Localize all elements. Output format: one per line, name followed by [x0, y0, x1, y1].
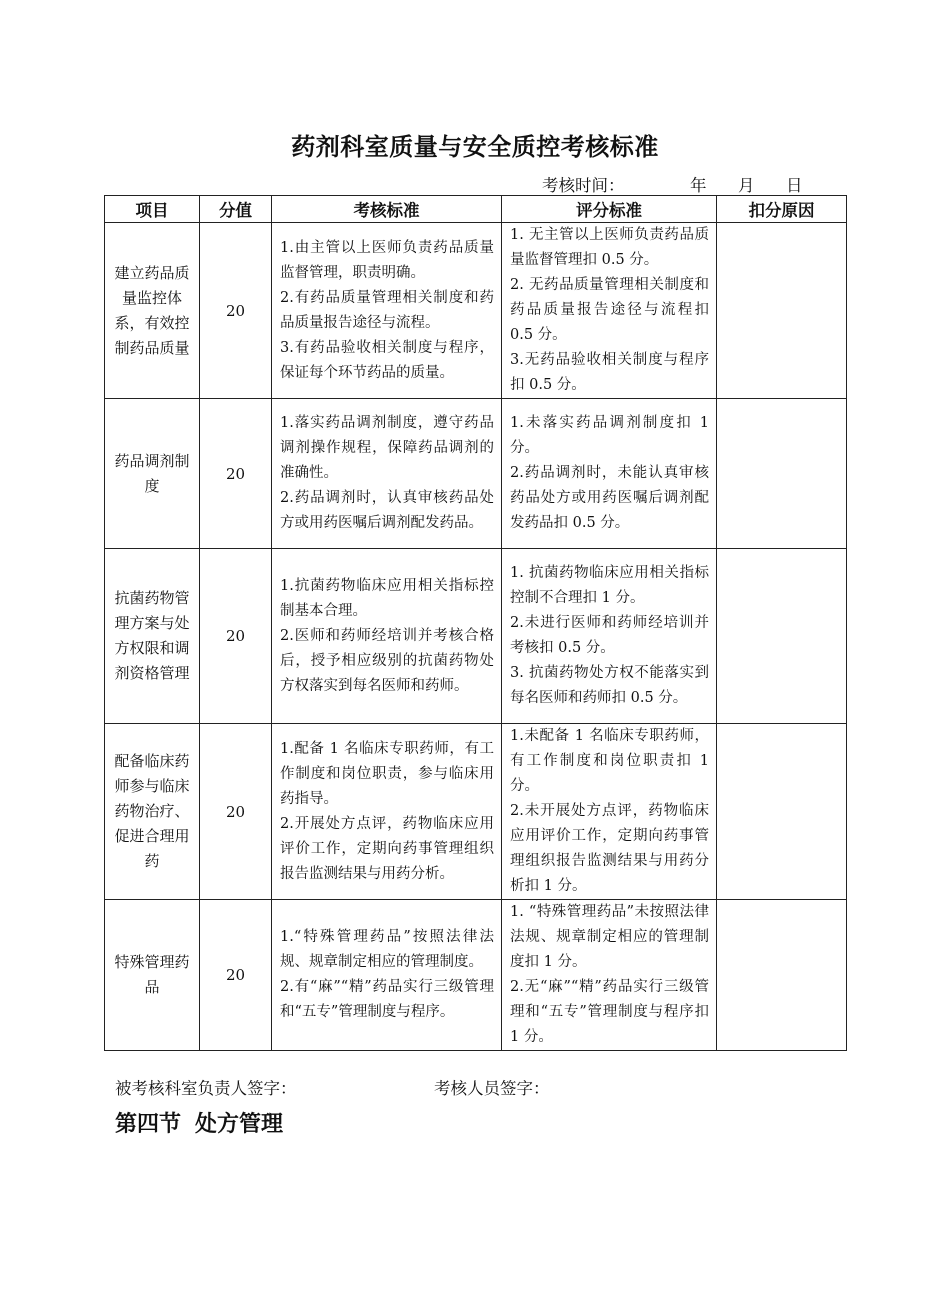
deduction-reason-cell[interactable]	[717, 724, 847, 900]
score-cell: 20	[200, 399, 272, 549]
criteria-cell	[272, 549, 502, 724]
criteria-cell	[272, 399, 502, 549]
deduction-reason-cell[interactable]	[717, 399, 847, 549]
score-cell: 20	[200, 549, 272, 724]
criteria-line: 2.药品调剂时，认真审核药品处方或用药医嘱后调剂配发药品。	[280, 490, 494, 531]
scoring-line: 1.未落实药品调剂制度扣 1 分。	[510, 415, 709, 456]
score-cell: 20	[200, 724, 272, 900]
scoring-line: 1. 无主管以上医师负责药品质量监督管理扣 0.5 分。	[510, 227, 709, 268]
criteria-line: 2.有“麻”“精”药品实行三级管理和“五专”管理制度与程序。	[280, 979, 494, 1020]
criteria-cell	[272, 900, 502, 1051]
section-heading	[115, 1107, 283, 1138]
scoring-cell	[502, 900, 717, 1051]
item-cell: 特殊管理药品	[105, 900, 200, 1051]
item-cell: 抗菌药物管理方案与处方权限和调剂资格管理	[105, 549, 200, 724]
table-row	[105, 399, 847, 549]
criteria-line: 1.由主管以上医师负责药品质量监督管理，职责明确。	[280, 239, 494, 281]
header-scoring: 评分标准	[502, 196, 717, 223]
criteria-cell	[272, 724, 502, 900]
scoring-cell	[502, 223, 717, 399]
criteria-line: 1.配备 1 名临床专职药师，有工作制度和岗位职责，参与临床用药指导。	[280, 740, 494, 807]
scoring-cell	[502, 724, 717, 900]
scoring-line: 2.无“麻”“精”药品实行三级管理和“五专”管理制度与程序扣 1 分。	[510, 979, 709, 1045]
scoring-line: 3. 抗菌药物处方权不能落实到每名医师和药师扣 0.5 分。	[510, 665, 709, 706]
document-title: 药剂科室质量与安全质控考核标准	[291, 133, 659, 161]
date-label: 考核时间：	[542, 176, 625, 195]
criteria-line: 1.落实药品调剂制度，遵守药品调剂操作规程，保障药品调剂的准确性。	[280, 415, 494, 481]
date-day-label: 日	[786, 176, 803, 195]
score-cell: 20	[200, 223, 272, 399]
scoring-line: 2.药品调剂时，未能认真审核药品处方或用药医嘱后调剂配发药品扣 0.5 分。	[510, 465, 709, 531]
criteria-line: 2.有药品质量管理相关制度和药品质量报告途径与流程。	[280, 289, 494, 331]
header-criteria: 考核标准	[272, 196, 502, 223]
table-row	[105, 900, 847, 1051]
dept-head-signature-label: 被考核科室负责人签字：	[115, 1079, 297, 1098]
score-cell: 20	[200, 900, 272, 1051]
item-cell: 建立药品质量监控体系，有效控制药品质量	[105, 223, 200, 399]
section-number: 第四节	[115, 1112, 182, 1137]
table-row	[105, 223, 847, 399]
assessment-date-line	[542, 172, 803, 196]
scoring-cell	[502, 399, 717, 549]
criteria-line: 1.“特殊管理药品”按照法律法规、规章制定相应的管理制度。	[280, 929, 494, 970]
criteria-line: 3.有药品验收相关制度与程序，保证每个环节药品的质量。	[280, 339, 494, 381]
scoring-line: 1.未配备 1 名临床专职药师，有工作制度和岗位职责扣 1 分。	[510, 728, 709, 794]
scoring-line: 1. “特殊管理药品”未按照法律法规、规章制定相应的管理制度扣 1 分。	[510, 904, 709, 970]
table-row	[105, 724, 847, 900]
section-title: 处方管理	[195, 1112, 284, 1137]
header-item: 项目	[105, 196, 200, 223]
scoring-line: 2. 无药品质量管理相关制度和药品质量报告途径与流程扣 0.5 分。	[510, 277, 709, 343]
criteria-line: 1.抗菌药物临床应用相关指标控制基本合理。	[280, 577, 494, 619]
scoring-line: 2.未开展处方点评，药物临床应用评价工作，定期向药事管理组织报告监测结果与用药分析扣 1 分。	[510, 803, 709, 894]
scoring-line: 3.无药品验收相关制度与程序扣 0.5 分。	[510, 352, 709, 393]
criteria-line: 2.开展处方点评，药物临床应用评价工作，定期向药事管理组织报告监测结果与用药分析。	[280, 815, 494, 882]
item-cell: 配备临床药师参与临床药物治疗、促进合理用药	[105, 724, 200, 900]
scoring-cell	[502, 549, 717, 724]
deduction-reason-cell[interactable]	[717, 900, 847, 1051]
deduction-reason-cell[interactable]	[717, 223, 847, 399]
header-deduction-reason: 扣分原因	[717, 196, 847, 223]
table-header-row	[105, 196, 847, 223]
deduction-reason-cell[interactable]	[717, 549, 847, 724]
date-month-label: 月	[738, 176, 755, 195]
criteria-line: 2.医师和药师经培训并考核合格后，授予相应级别的抗菌药物处方权落实到每名医师和药师。	[280, 627, 494, 694]
scoring-line: 2.未进行医师和药师经培训并考核扣 0.5 分。	[510, 615, 709, 656]
scoring-line: 1. 抗菌药物临床应用相关指标控制不合理扣 1 分。	[510, 565, 709, 606]
date-year-label: 年	[690, 176, 707, 195]
header-score: 分值	[200, 196, 272, 223]
criteria-cell	[272, 223, 502, 399]
assessor-signature-label: 考核人员签字：	[434, 1079, 550, 1098]
table-row	[105, 549, 847, 724]
assessment-table	[104, 195, 847, 1051]
item-cell: 药品调剂制度	[105, 399, 200, 549]
